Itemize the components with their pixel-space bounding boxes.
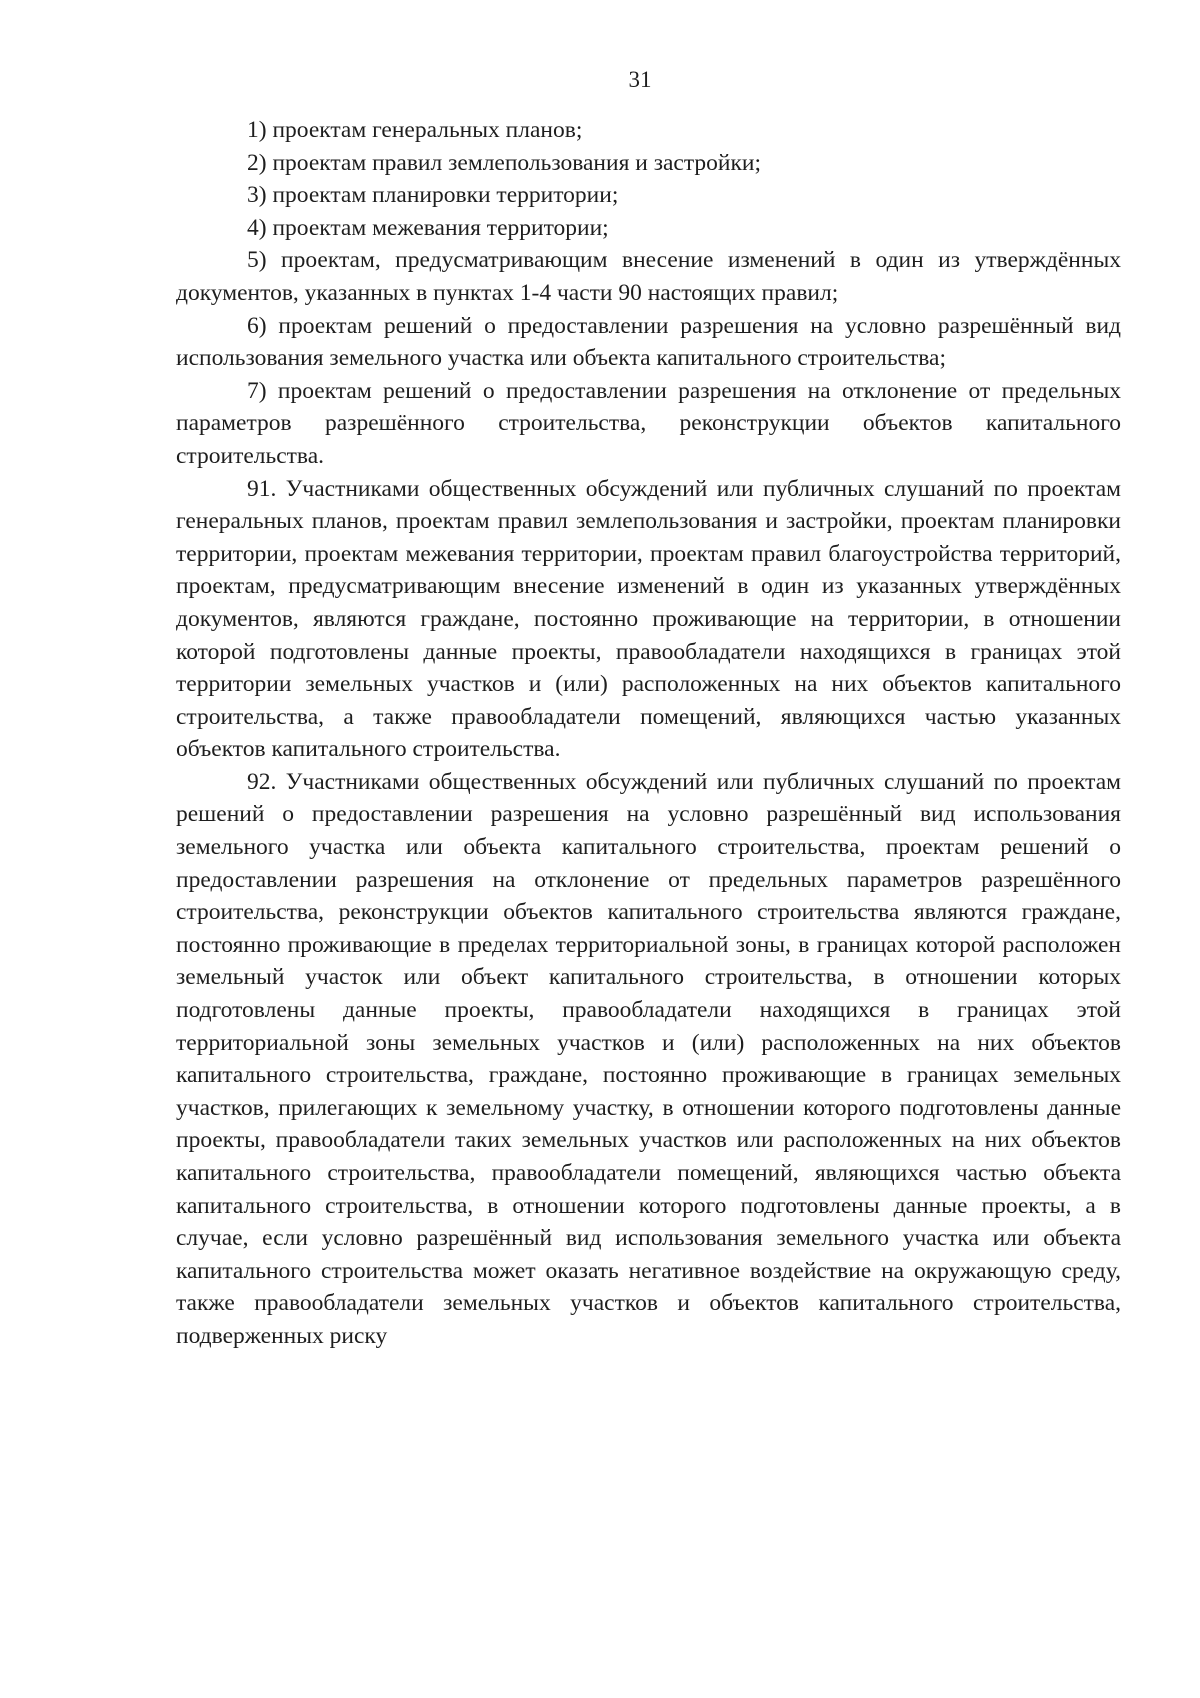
list-item-5: 5) проектам, предусматривающим внесение изменений в один из утверждённых документов, указанных в пунктах 1-4 части 90 настоящих правил; (176, 247, 1121, 306)
list-item-4: 4) проектам межевания территории; (247, 214, 609, 241)
paragraph-91: 91. Участниками общественных обсуждений или публичных слушаний по проектам генеральных планов, проектам правил землепользования и застройки, проектам планировки территории, проектам межевания территории, проектам правил благоустройства территорий, проектам, предусматривающим внесение изменений в один из указанных утверждённых документов, являются граждане, постоянно проживающие на территории, в отношении которой подготовлены данные проекты, правообладатели находящихся в границах этой территории земельных участков и (или) расположенных на них объектов капитального строительства, а также правообладатели помещений, являющихся частью указанных объектов капитального строительства. (176, 475, 1121, 763)
list-item-2: 2) проектам правил землепользования и застройки; (247, 149, 762, 176)
list-item-1: 1) проектам генеральных планов; (247, 117, 583, 143)
paragraph-92: 92. Участниками общественных обсуждений или публичных слушаний по проектам решений о предоставлении разрешения на условно разрешённый вид использования земельного участка или объекта капитального строительства, проектам решений о предоставлении разрешения на отклонение от предельных параметров разрешённого строительства, реконструкции объектов капитального строительства являются граждане, постоянно проживающие в пределах территориальной зоны, в границах которой расположен земельный участок или объект капитального строительства, в отношении которых подготовлены данные проекты, правообладатели находящихся в границах этой территориальной зоны земельных участков и (или) расположенных на них объектов капитального строительства, граждане, постоянно проживающие в границах земельных участков, прилегающих к земельному участку, в отношении которого подготовлены данные проекты, правообладатели таких земельных участков или расположенных на них объектов капитального строительства, правообладатели помещений, являющихся частью объекта капитального строительства, в отношении которого подготовлены данные проекты, а в случае, если условно разрешённый вид использования земельного участка или объекта капитального строительства может оказать негативное воздействие на окружающую среду, также правообладатели земельных участков и объектов капитального строительства, подверженных риску (176, 768, 1121, 1349)
list-item-7: 7) проектам решений о предоставлении разрешения на отклонение от предельных параметров разрешённого строительства, реконструкции объектов капитального строительства. (176, 377, 1121, 469)
document-body (176, 114, 1121, 1353)
list-item-6: 6) проектам решений о предоставлении разрешения на условно разрешённый вид использования земельного участка или объекта капитального строительства; (176, 312, 1121, 372)
page-number: 31 (628, 67, 652, 92)
list-item-3: 3) проектам планировки территории; (247, 182, 619, 209)
